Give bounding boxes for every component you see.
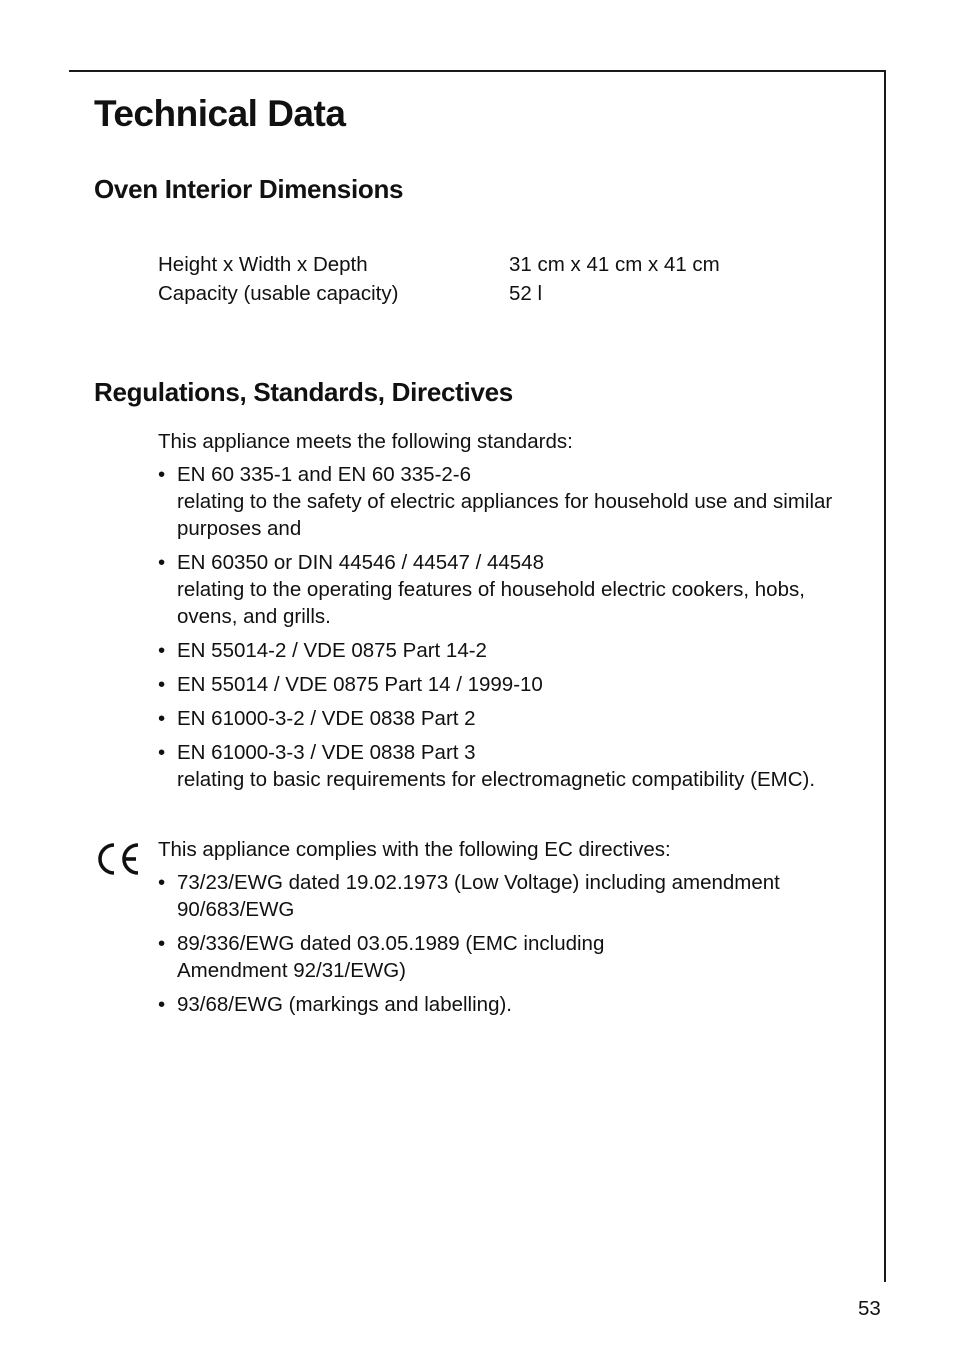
bullet-icon: • (158, 463, 166, 486)
directive-code: 89/336/EWG dated 03.05.1989 (EMC including (177, 932, 605, 955)
list-item (158, 705, 868, 732)
directive-code: 93/68/EWG (markings and labelling). (177, 993, 512, 1016)
directives-intro: This appliance complies with the following EC directives: (158, 838, 671, 861)
oven-interior-heading: Oven Interior Dimensions (94, 174, 404, 204)
standard-description: relating to basic requirements for electromagnetic compatibility (EMC). (177, 768, 816, 791)
capacity-label: Capacity (usable capacity) (158, 282, 399, 305)
bullet-icon: • (158, 741, 166, 764)
bullet-icon: • (158, 707, 166, 730)
directive-description: Amendment 92/31/EWG) (177, 959, 407, 982)
standard-code: EN 55014 / VDE 0875 Part 14 / 1999-10 (177, 673, 543, 696)
list-item (158, 637, 868, 664)
list-item (158, 930, 868, 984)
top-rule (69, 70, 886, 72)
standard-description: relating to the operating features of household electric cookers, hobs, ovens, and grills. (177, 578, 805, 628)
directive-code: 73/23/EWG dated 19.02.1973 (Low Voltage) including amendment 90/683/EWG (177, 871, 780, 921)
ce-mark-icon (95, 842, 141, 881)
dimensions-table (158, 250, 720, 308)
page-title: Technical Data (94, 93, 346, 134)
list-item (158, 991, 868, 1018)
directives-section (158, 836, 868, 1025)
standard-code: EN 61000-3-2 / VDE 0838 Part 2 (177, 707, 476, 730)
capacity-value: 52 l (509, 282, 543, 305)
bullet-icon: • (158, 551, 166, 574)
standard-code: EN 60350 or DIN 44546 / 44547 / 44548 (177, 551, 544, 574)
side-rule (884, 70, 886, 1282)
dimensions-value: 31 cm x 41 cm x 41 cm (509, 253, 720, 276)
standards-list (158, 461, 868, 793)
regulations-heading: Regulations, Standards, Directives (94, 377, 513, 407)
bullet-icon: • (158, 639, 166, 662)
dimensions-label: Height x Width x Depth (158, 253, 368, 276)
list-item (158, 739, 868, 793)
capacity-row (158, 279, 720, 308)
bullet-icon: • (158, 871, 166, 894)
standard-code: EN 55014-2 / VDE 0875 Part 14-2 (177, 639, 487, 662)
list-item (158, 461, 868, 542)
standards-section (158, 428, 868, 800)
bullet-icon: • (158, 993, 166, 1016)
list-item (158, 549, 868, 630)
page-number: 53 (858, 1297, 881, 1320)
standard-code: EN 60 335-1 and EN 60 335-2-6 (177, 463, 472, 486)
bullet-icon: • (158, 932, 166, 955)
list-item (158, 869, 868, 923)
directives-list (158, 869, 868, 1018)
standard-code: EN 61000-3-3 / VDE 0838 Part 3 (177, 741, 476, 764)
bullet-icon: • (158, 673, 166, 696)
standard-description: relating to the safety of electric appliances for household use and similar purposes and (177, 490, 833, 540)
list-item (158, 671, 868, 698)
standards-intro: This appliance meets the following standards: (158, 430, 573, 453)
dimensions-row (158, 250, 720, 279)
